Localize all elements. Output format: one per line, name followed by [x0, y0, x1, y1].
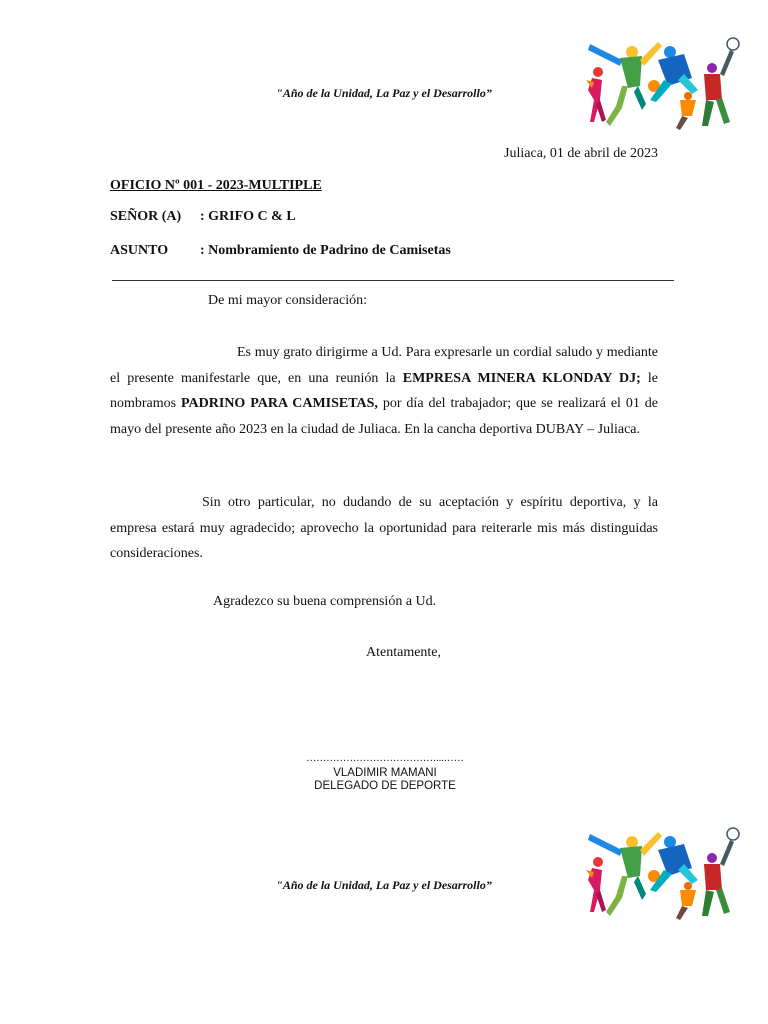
sports-players-icon-footer — [580, 820, 740, 925]
signature-dots: …………………………………...…… — [306, 753, 464, 764]
oficio-number — [110, 178, 322, 194]
p1-mid: le nombramos — [110, 370, 658, 411]
subject-value: : Nombramiento de Padrino de Camisetas — [200, 243, 451, 258]
header-motto: "Año de la Unidad, La Paz y el Desarrollo” — [276, 86, 492, 100]
oficio-number-text: OFICIO Nº 001 - 2023-MULTIPLE — [110, 178, 322, 193]
signature-role: DELEGADO DE DEPORTE — [314, 780, 456, 792]
p1-company: EMPRESA MINERA KLONDAY DJ; — [402, 370, 641, 386]
p1-role: PADRINO PARA CAMISETAS, — [181, 396, 378, 411]
body-paragraph-2 — [110, 490, 658, 567]
footer-motto: "Año de la Unidad, La Paz y el Desarrollo” — [276, 878, 492, 892]
p2-text: Sin otro particular, no dudando de su aceptación y espíritu deportiva, y la empresa estará muy agradecido; aprovecho la oportunidad para reiterarle mis más distinguidas consideraciones. — [110, 495, 658, 561]
subject-label: ASUNTO — [110, 243, 169, 258]
letter-date: Juliaca, 01 de abril de 2023 — [504, 146, 658, 161]
thanks-line: Agradezco su buena comprensión a Ud. — [213, 594, 437, 609]
signature-name: VLADIMIR MAMANI — [333, 767, 437, 779]
greeting: De mi mayor consideración: — [208, 293, 368, 308]
recipient-label: SEÑOR (A) — [110, 209, 182, 224]
subject-line — [110, 243, 451, 259]
closing-line: Atentamente, — [366, 645, 442, 660]
p1-end: por día del trabajador; que se realizará el 01 de mayo del presente año 2023 en la ciudad de Juliaca. En la cancha deportiva DUBAY – Juliaca. — [110, 396, 658, 437]
body-paragraph-1 — [110, 340, 658, 442]
sports-players-icon — [580, 30, 740, 135]
recipient-value: : GRIFO C & L — [200, 209, 296, 224]
divider-line — [112, 280, 674, 281]
recipient-line — [110, 209, 296, 225]
p1-intro: Es muy grato dirigirme a Ud. Para expresarle un cordial saludo y mediante el presente manifestarle que, en una reunión la — [110, 345, 658, 386]
